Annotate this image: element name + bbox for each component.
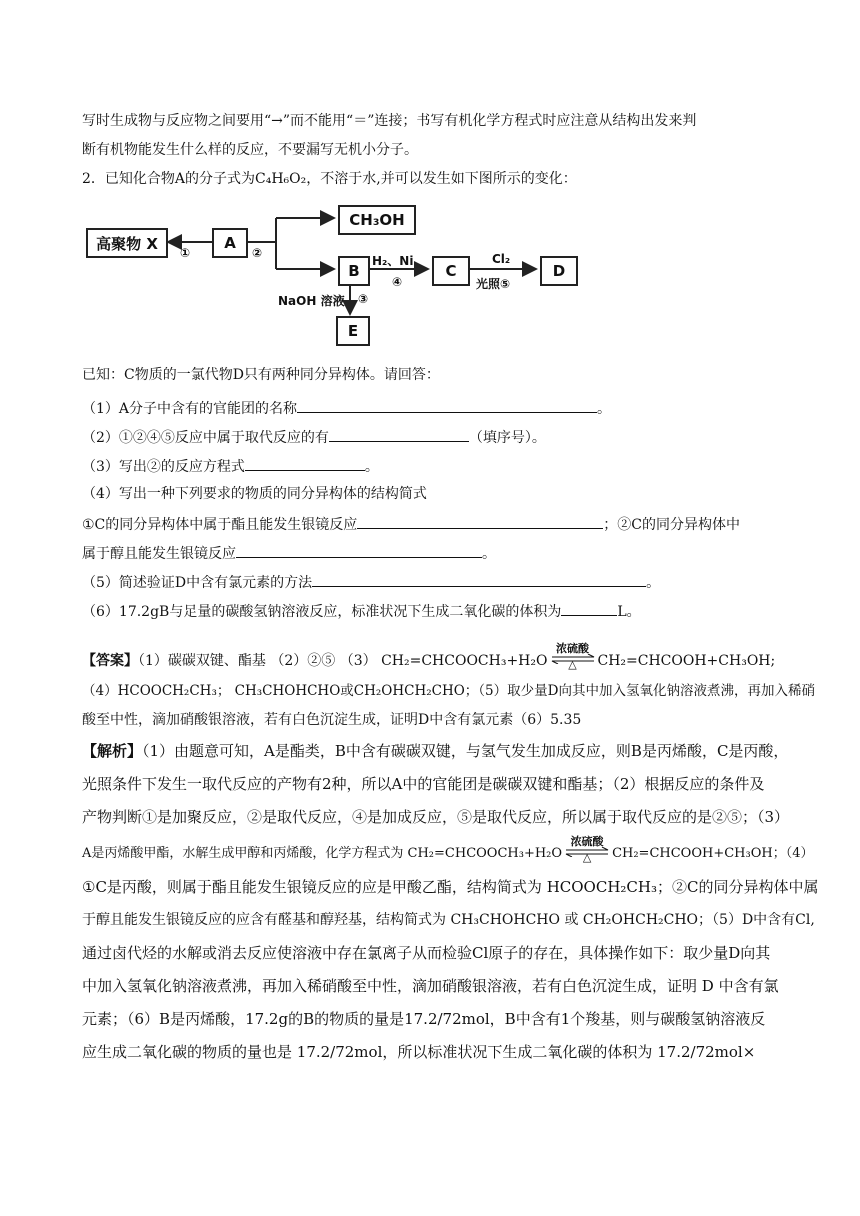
- answer-label: 【答案】: [82, 653, 138, 669]
- intro-line-2: 断有机物能发生什么样的反应，不要漏写无机小分子。: [82, 142, 418, 158]
- heat-triangle-icon: △: [568, 658, 577, 671]
- question-1-text: （1）A分子中含有的官能团的名称: [82, 401, 298, 417]
- question-3-text: （3）写出②的反应方程式: [82, 459, 245, 475]
- step-4-label: ④: [392, 275, 403, 289]
- analysis-line-5: ①C是丙酸，则属于酯且能发生银镜反应的应是甲酸乙酯，结构简式为 HCOOCH₂CH₃；②C的同分异构体中属: [82, 878, 819, 896]
- polymer-x-box: 高聚物 X: [86, 228, 168, 258]
- analysis-line-6: 于醇且能发生银镜反应的应含有醛基和醇羟基，结构简式为 CH₃CHOHCHO 或 CH₂OHCH₂CHO；（5）D中含有Cl,: [82, 912, 815, 928]
- question-5-text: （5）简述验证D中含有氯元素的方法: [82, 575, 313, 591]
- answer-blank-3[interactable]: [245, 456, 365, 471]
- analysis-line-4b: CH₂=CHCOOH+CH₃OH；（4）: [612, 846, 814, 861]
- reaction-diagram: [80, 196, 580, 346]
- step-1-label: ①: [180, 246, 191, 260]
- answer-blank-6[interactable]: [561, 601, 617, 616]
- condition-reagent-2: 浓硫酸: [570, 835, 604, 848]
- step-3-label: ③: [358, 292, 369, 306]
- question-6-end: L。: [617, 604, 641, 620]
- question-5-end: 。: [646, 575, 661, 591]
- question-6: [82, 601, 641, 621]
- step-5-reagent: Cl₂: [492, 252, 511, 266]
- analysis-line-3: 产物判断①是加聚反应，②是取代反应，④是加成反应，⑤是取代反应，所以属于取代反应的是②⑤；（3）: [82, 808, 790, 826]
- analysis-line-4: [82, 835, 814, 864]
- answer-line-1b: CH₂=CHCOOH+CH₃OH;: [597, 653, 776, 669]
- question-1-end: 。: [597, 401, 612, 417]
- answer-line-1a: （1）碳碳双键、酯基 （2）②⑤ （3） CH₂=CHCOOCH₃+H₂O: [138, 653, 548, 669]
- question-4b-end: 。: [482, 546, 496, 562]
- condition-reagent-1: 浓硫酸: [556, 642, 589, 655]
- analysis-line-10: 应生成二氧化碳的物质的量也是 17.2/72mol，所以标准状况下生成二氧化碳的体积为 17.2/72mol×: [82, 1043, 756, 1061]
- answer-blank-4b[interactable]: [236, 543, 482, 558]
- question-2-text: （2）①②④⑤反应中属于取代反应的有: [82, 430, 329, 446]
- answer-line-1: [82, 642, 776, 671]
- condition-arrow-2: [564, 835, 610, 864]
- analysis-label: 【解析】: [82, 742, 143, 760]
- question-6-text: （6）17.2gB与足量的碳酸氢钠溶液反应，标准状况下生成二氧化碳的体积为: [82, 604, 562, 620]
- question-4a: [82, 514, 740, 534]
- condition-arrow-1: [550, 642, 596, 671]
- answer-line-3: 酸至中性，滴加硝酸银溶液，若有白色沉淀生成，证明D中含有氯元素（6）5.35: [82, 712, 582, 728]
- question-4: （4）写出一种下列要求的物质的同分异构体的结构简式: [82, 486, 427, 502]
- question-4a-mid: ；②C的同分异构体中: [603, 517, 740, 533]
- question-2-end: （填序号）。: [468, 430, 546, 446]
- analysis-line-9: 元素；（6）B是丙烯酸，17.2g的B的物质的量是17.2/72mol，B中含有1个羧基，则与碳酸氢钠溶液反: [82, 1010, 766, 1028]
- analysis-line-4a: A是丙烯酸甲酯，水解生成甲醇和丙烯酸，化学方程式为 CH₂=CHCOOCH₃+H₂O: [82, 846, 563, 861]
- analysis-line-2: 光照条件下发生一取代反应的产物有2种，所以A中的官能团是碳碳双键和酯基；（2）根据反应的条件及: [82, 775, 765, 793]
- ch3oh-box: CH₃OH: [338, 205, 416, 235]
- diagram-arrows: [80, 196, 580, 346]
- compound-d-box: D: [540, 256, 578, 286]
- question-stem: 2．已知化合物A的分子式为C₄H₆O₂，不溶于水,并可以发生如下图所示的变化：: [82, 171, 577, 187]
- question-5: [82, 572, 660, 592]
- question-1: [82, 398, 611, 418]
- step-2-label: ②: [252, 246, 263, 260]
- answer-blank-5[interactable]: [312, 572, 646, 587]
- answer-blank-4a[interactable]: [357, 514, 603, 529]
- known-statement: 已知：C物质的一氯代物D只有两种同分异构体。请回答：: [82, 367, 440, 383]
- answer-line-2: （4）HCOOCH₂CH₃； CH₃CHOHCHO或CH₂OHCH₂CHO；（5）取少量D向其中加入氢氧化钠溶液煮沸，再加入稀硝: [82, 683, 815, 699]
- analysis-line-8: 中加入氢氧化钠溶液煮沸，再加入稀硝酸至中性，滴加硝酸银溶液，若有白色沉淀生成，证明 D 中含有氯: [82, 977, 779, 995]
- intro-line-1: 写时生成物与反应物之间要用“→”而不能用“＝”连接；书写有机化学方程式时应注意从结构出发来判: [82, 113, 697, 129]
- question-4b: [82, 543, 496, 563]
- answer-blank-1[interactable]: [297, 398, 597, 413]
- question-3-end: 。: [364, 459, 379, 475]
- compound-a-box: A: [212, 228, 248, 258]
- step-5-label: 光照⑤: [476, 277, 511, 291]
- step-4-reagent: H₂、Ni: [372, 254, 414, 268]
- analysis-line-7: 通过卤代烃的水解或消去反应使溶液中存在氯离子从而检验Cl原子的存在，具体操作如下：取少量D向其: [82, 944, 771, 962]
- question-4a-text: ①C的同分异构体中属于酯且能发生银镜反应: [82, 517, 358, 533]
- step-3-reagent: NaOH 溶液: [278, 294, 345, 308]
- question-2: [82, 427, 546, 447]
- answer-blank-2[interactable]: [329, 427, 469, 442]
- compound-b-box: B: [338, 256, 370, 286]
- compound-c-box: C: [432, 256, 470, 286]
- analysis-line-1-text: （1）由题意可知，A是酯类，B中含有碳碳双键，与氢气发生加成反应，则B是丙烯酸，C是丙酸，: [142, 742, 789, 760]
- analysis-line-1: [82, 742, 788, 760]
- compound-e-box: E: [336, 316, 370, 346]
- question-4b-text: 属于醇且能发生银镜反应: [82, 546, 236, 562]
- question-3: [82, 456, 379, 476]
- heat-triangle-icon-2: △: [582, 851, 592, 864]
